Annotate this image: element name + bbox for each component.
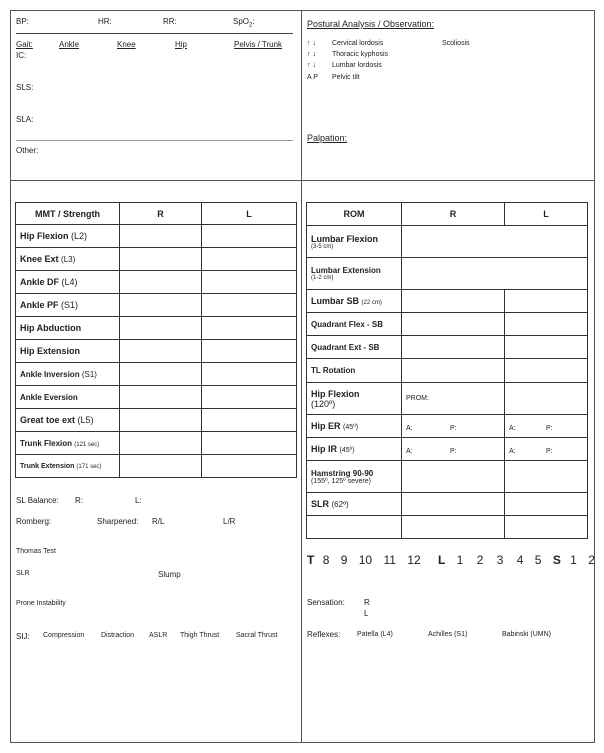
rom-blank-cell[interactable] <box>307 516 402 539</box>
postural-title: Postural Analysis / Observation: <box>307 19 435 29</box>
level-s1[interactable]: 1 <box>570 553 577 567</box>
r-cell[interactable] <box>120 248 202 271</box>
l-cell[interactable] <box>202 432 297 455</box>
r-header: R <box>402 203 505 226</box>
r-cell[interactable] <box>402 383 505 415</box>
mmt-name: Ankle PF <box>20 300 59 310</box>
arrows-label: A P <box>307 74 318 81</box>
mmt-name: Trunk Flexion <box>20 438 73 448</box>
l-cell[interactable] <box>505 336 588 359</box>
mmt-table <box>15 202 297 478</box>
rom-value-cell[interactable] <box>402 258 588 290</box>
r-cell[interactable] <box>120 363 202 386</box>
rom-row-label <box>307 493 402 516</box>
r-cell[interactable] <box>402 461 505 493</box>
a-label: A: <box>509 448 516 455</box>
a-label: A: <box>509 425 516 432</box>
rom-row-label <box>307 290 402 313</box>
mmt-row-label <box>16 409 120 432</box>
sensation-r: R <box>364 598 370 607</box>
r-cell[interactable] <box>120 294 202 317</box>
sij-compression: Compression <box>43 632 85 639</box>
level-t10[interactable]: 10 <box>358 553 373 567</box>
level-l2[interactable]: 2 <box>476 553 484 567</box>
slump-label: Slump <box>158 570 181 579</box>
mmt-row-label <box>16 225 120 248</box>
r-cell[interactable] <box>120 455 202 478</box>
romberg-rl: R/L <box>152 517 165 526</box>
l-cell[interactable] <box>505 313 588 336</box>
r-cell[interactable] <box>120 317 202 340</box>
sl-balance-label: SL Balance: <box>16 496 59 505</box>
prom-label: PROM: <box>406 395 429 402</box>
spo2-label <box>233 17 255 29</box>
r-cell[interactable] <box>120 225 202 248</box>
romberg-label: Romberg: <box>16 517 52 526</box>
sij-sacral-thrust: Sacral Thrust <box>236 632 278 639</box>
l-cell[interactable] <box>202 455 297 478</box>
mmt-row-label <box>16 340 120 363</box>
postural-row <box>307 51 388 58</box>
mmt-name: Hip Extension <box>20 346 81 356</box>
sij-thigh-thrust: Thigh Thrust <box>180 632 220 639</box>
mmt-name: Ankle Eversion <box>20 392 78 402</box>
thomas-test-label: Thomas Test <box>16 548 56 555</box>
rom-row-label: Quadrant Ext - SB <box>307 336 402 359</box>
gait-ankle: Ankle <box>59 40 80 49</box>
p-label: P: <box>546 425 553 432</box>
mmt-row-label <box>16 317 120 340</box>
sensation-label: Sensation: <box>307 598 345 607</box>
s-label: S <box>552 553 561 567</box>
reflex-achilles: Achilles (S1) <box>428 631 468 638</box>
sls-label: SLS: <box>16 83 34 92</box>
rom-name: Lumbar Extension <box>311 266 381 275</box>
mmt-name: Ankle Inversion <box>20 369 80 379</box>
rom-table <box>306 202 588 539</box>
palpation-label: Palpation: <box>307 133 348 143</box>
l-cell[interactable] <box>505 516 588 539</box>
l-cell[interactable] <box>505 290 588 313</box>
r-cell[interactable] <box>120 432 202 455</box>
l-cell[interactable] <box>505 461 588 493</box>
rom-name: Lumbar SB <box>311 296 360 306</box>
rom-note: (155º, 125º severe) <box>311 477 371 485</box>
level-l1[interactable]: 1 <box>456 553 464 567</box>
sij-label: SIJ: <box>16 632 30 641</box>
level-t11[interactable]: 11 <box>383 553 396 567</box>
rom-name: SLR <box>311 499 329 509</box>
l-cell[interactable] <box>202 363 297 386</box>
r-cell[interactable] <box>120 386 202 409</box>
rom-note: (1-2 cm) <box>311 275 334 281</box>
sij-distraction: Distraction <box>101 632 135 639</box>
rom-note: (45º) <box>339 447 355 454</box>
rom-row-label: Quadrant Flex - SB <box>307 313 402 336</box>
level-l4[interactable]: 4 <box>516 553 524 567</box>
l-cell[interactable] <box>505 383 588 415</box>
rom-note: (62º) <box>331 500 349 509</box>
rom-note: (3-5 cm) <box>311 243 334 250</box>
reflex-babinski: Babinski (UMN) <box>502 631 552 638</box>
rom-row-label <box>307 226 402 258</box>
reflexes-label: Reflexes: <box>307 630 341 639</box>
r-cell[interactable] <box>120 409 202 432</box>
arrows-icon: ↑ ↓ <box>307 40 316 47</box>
l-cell[interactable] <box>202 409 297 432</box>
l-cell[interactable] <box>505 415 588 438</box>
sij-aslr: ASLR <box>149 632 168 639</box>
gait-hip: Hip <box>175 40 188 49</box>
section-divider <box>10 180 595 181</box>
mmt-row-label <box>16 455 120 478</box>
rom-row-label: TL Rotation <box>307 359 402 383</box>
spine-levels <box>307 553 595 567</box>
scoliosis-label: Scoliosis <box>442 40 470 47</box>
mmt-note: (L5) <box>77 415 94 425</box>
mmt-note: (L4) <box>61 277 78 287</box>
postural-text: Thoracic kyphosis <box>332 51 389 58</box>
l-cell[interactable] <box>202 225 297 248</box>
mmt-note: (S1) <box>81 369 97 379</box>
rom-header: ROM <box>307 203 402 226</box>
level-t8[interactable]: 8 <box>322 553 330 567</box>
r-cell[interactable] <box>402 290 505 313</box>
r-cell[interactable] <box>402 359 505 383</box>
mmt-note: (S1) <box>61 300 79 310</box>
l-cell[interactable] <box>202 317 297 340</box>
rom-row-label <box>307 415 402 438</box>
rr-label: RR: <box>163 17 177 26</box>
mmt-name: Knee Ext <box>20 254 59 264</box>
mmt-note: (171 sec) <box>76 463 102 470</box>
mmt-name: Hip Abduction <box>20 323 82 333</box>
l-cell[interactable] <box>505 359 588 383</box>
mmt-note: (L2) <box>71 231 88 241</box>
gait-knee: Knee <box>117 40 136 49</box>
r-cell[interactable] <box>402 438 505 461</box>
rom-row-label <box>307 383 402 415</box>
t-label: T <box>307 553 315 567</box>
l-cell[interactable] <box>202 386 297 409</box>
r-cell[interactable] <box>402 415 505 438</box>
reflex-patella: Patella (L4) <box>357 631 393 638</box>
l-cell[interactable] <box>505 438 588 461</box>
mmt-note: (L3) <box>61 255 76 264</box>
l-cell[interactable] <box>202 340 297 363</box>
r-cell[interactable] <box>402 336 505 359</box>
postural-row <box>307 74 360 81</box>
sensation-l: L <box>364 609 369 618</box>
rom-name: Hip Flexion <box>311 388 360 399</box>
p-label: P: <box>450 448 457 455</box>
r-cell[interactable] <box>120 271 202 294</box>
r-cell[interactable] <box>120 340 202 363</box>
mmt-name: Ankle DF <box>20 277 60 287</box>
mmt-row-label <box>16 363 120 386</box>
level-t9[interactable]: 9 <box>340 553 348 567</box>
level-s2[interactable]: 2 <box>588 553 595 567</box>
r-header: R <box>120 203 202 225</box>
sl-balance-r: R: <box>75 496 83 505</box>
rom-name: Hip IR <box>311 444 337 454</box>
level-l3[interactable]: 3 <box>496 553 504 567</box>
spo2-text: SpO <box>233 17 250 26</box>
postural-text: Pelvic tilt <box>332 74 360 81</box>
rom-row-label <box>307 438 402 461</box>
a-label: A: <box>406 448 413 455</box>
rom-value-cell[interactable] <box>402 226 588 258</box>
column-divider <box>301 10 302 743</box>
hr-label: HR: <box>98 17 112 26</box>
mmt-name: Hip Flexion <box>20 231 69 241</box>
gait-label: Gait: <box>16 40 33 49</box>
spo2-subscript: 2 <box>249 22 253 29</box>
sharpened-label: Sharpened: <box>97 517 139 526</box>
mmt-row-label <box>16 294 120 317</box>
level-t12[interactable]: 12 <box>407 553 421 567</box>
prone-instability-label: Prone Instability <box>16 600 66 607</box>
sla-line <box>16 140 293 141</box>
mmt-row-label <box>16 386 120 409</box>
mmt-row-label <box>16 432 120 455</box>
rom-name: Lumbar Flexion <box>311 233 379 244</box>
mmt-name: Trunk Extension <box>20 462 75 470</box>
l-cell[interactable] <box>202 271 297 294</box>
arrows-icon: ↑ ↓ <box>307 51 316 58</box>
rom-note: (120º) <box>311 398 336 409</box>
postural-row <box>307 40 383 47</box>
l-label: L <box>437 553 446 567</box>
l-cell[interactable] <box>202 294 297 317</box>
l-header: L <box>202 203 297 225</box>
ic-label: IC: <box>16 51 27 60</box>
gait-pelvis-trunk: Pelvis / Trunk <box>234 40 283 49</box>
p-label: P: <box>546 448 553 455</box>
p-label: P: <box>450 425 457 432</box>
mmt-header: MMT / Strength <box>16 203 120 225</box>
l-cell[interactable] <box>505 493 588 516</box>
r-cell[interactable] <box>402 493 505 516</box>
rom-name: Hamstring 90-90 <box>311 468 374 478</box>
sl-balance-l: L: <box>135 496 142 505</box>
mmt-row-label <box>16 271 120 294</box>
rom-row-label <box>307 258 402 290</box>
a-label: A: <box>406 425 413 432</box>
postural-row <box>307 62 382 69</box>
r-cell[interactable] <box>402 313 505 336</box>
mmt-name: Great toe ext <box>20 415 76 425</box>
romberg-lr: L/R <box>223 517 236 526</box>
mmt-row-label <box>16 248 120 271</box>
level-l5[interactable]: 5 <box>534 553 542 567</box>
rom-row-label <box>307 461 402 493</box>
mmt-note: (121 sec) <box>74 441 100 448</box>
bp-label: BP: <box>16 17 29 26</box>
rom-name: Hip ER <box>311 421 341 431</box>
arrows-icon: ↑ ↓ <box>307 62 316 69</box>
rom-note: (22 cm) <box>361 300 382 306</box>
slr-test-label: SLR <box>16 570 30 577</box>
rom-note: (45º) <box>343 424 359 431</box>
postural-text: Lumbar lordosis <box>332 62 382 69</box>
vitals-underline <box>16 33 293 34</box>
postural-text: Cervical lordosis <box>332 40 384 47</box>
spo2-colon: : <box>252 17 255 26</box>
l-header: L <box>505 203 588 226</box>
l-cell[interactable] <box>202 248 297 271</box>
sla-label: SLA: <box>16 115 34 124</box>
r-cell[interactable] <box>402 516 505 539</box>
other-label: Other: <box>16 146 39 155</box>
